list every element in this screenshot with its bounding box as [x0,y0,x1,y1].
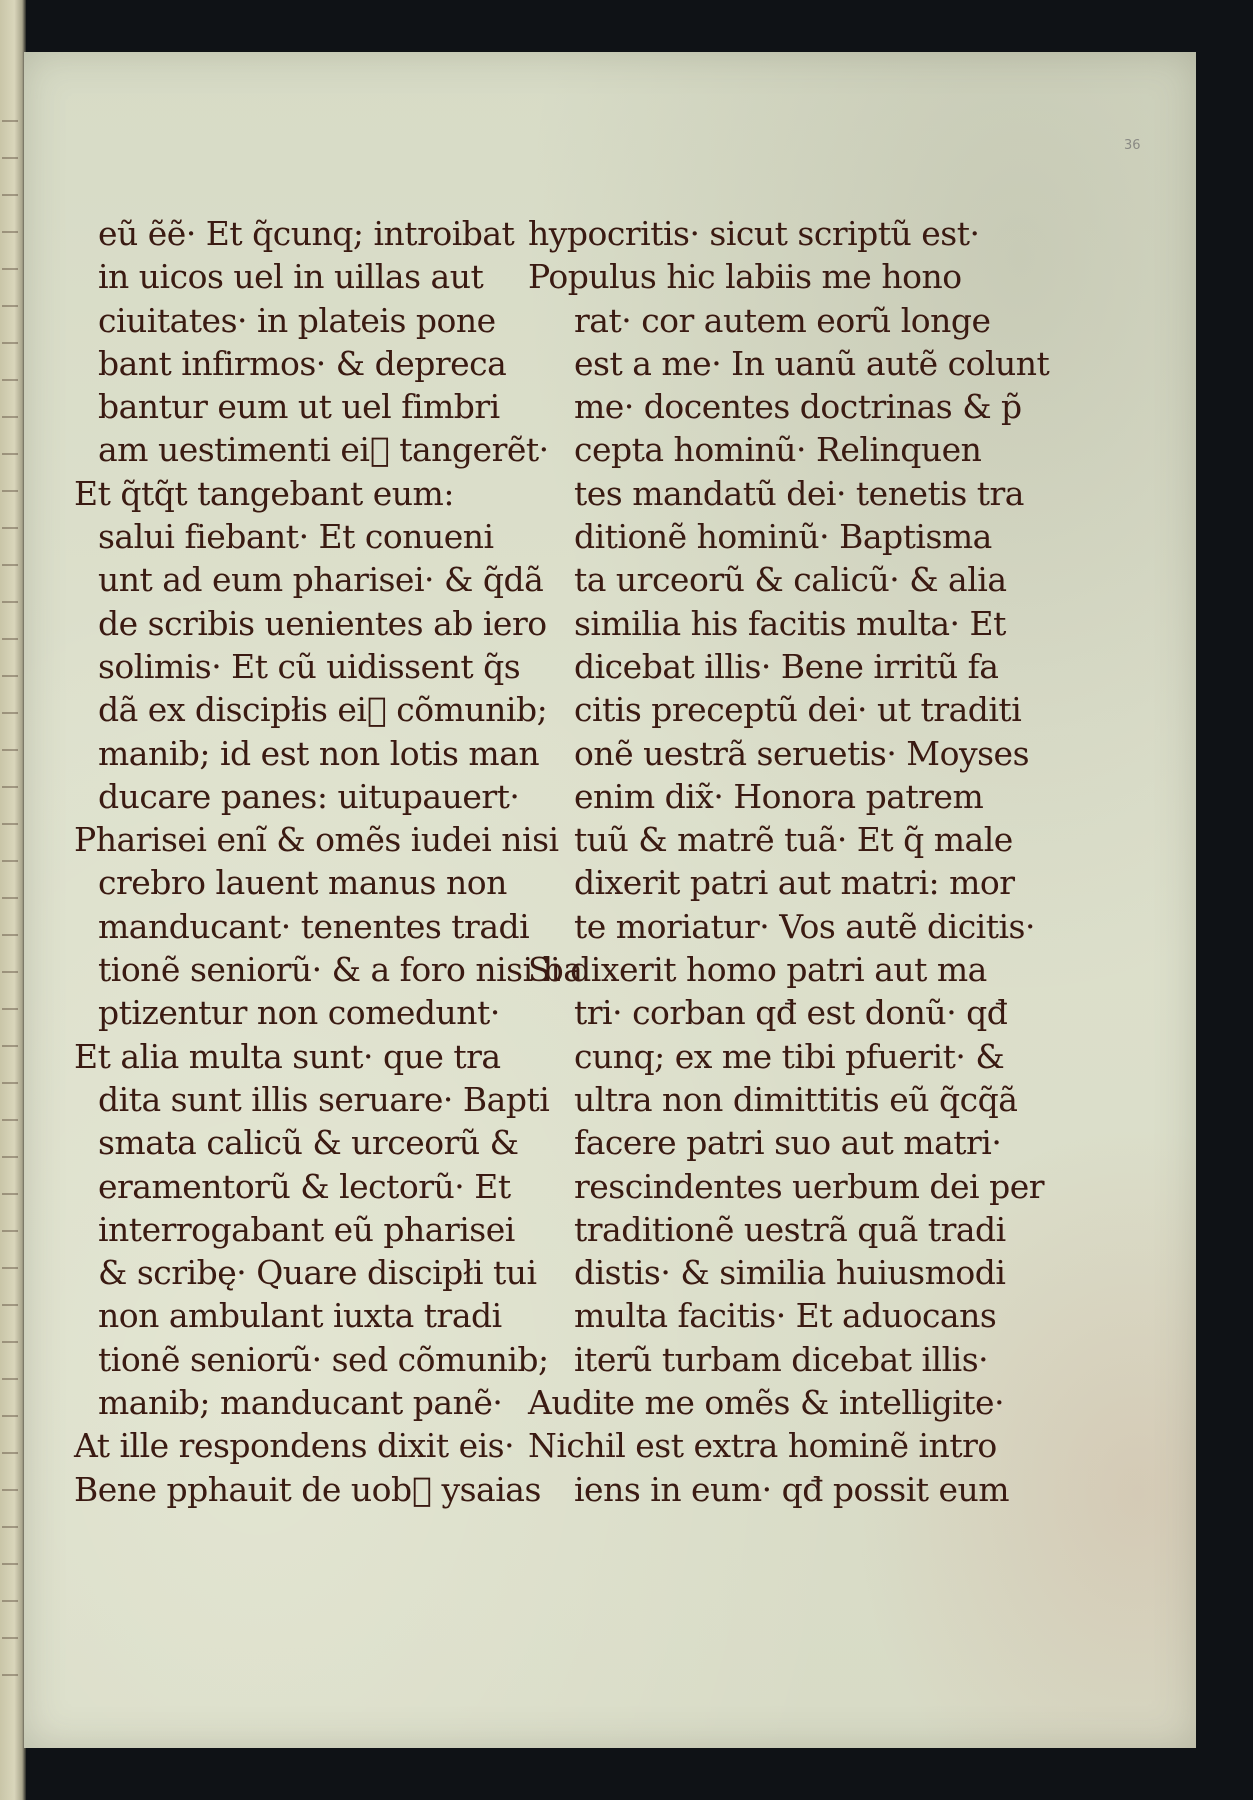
edge-text-mark [2,453,18,455]
right-column-line: enim dix̃· Honora patrem [574,776,984,816]
right-column-line: te moriatur· Vos autẽ dicitis· [574,906,1035,946]
left-column-line: in uicos uel in uillas aut [98,257,484,297]
right-column-line: ditionẽ hominũ· Baptisma [574,517,992,557]
left-column-line: Et alia multa sunt· que tra [74,1036,501,1076]
edge-text-mark [2,638,18,640]
left-column-line: At ille respondens dixit eis· [74,1426,515,1466]
left-column-line: manib; manducant panẽ· [98,1383,503,1423]
edge-text-mark [2,1045,18,1047]
right-column-line: tri· corban qđ est donũ· qđ [574,993,1008,1033]
edge-text-mark [2,601,18,603]
left-column-line: tionẽ seniorũ· sed cõmunib; [98,1339,549,1379]
edge-text-mark [2,897,18,899]
edge-text-mark [2,157,18,159]
edge-text-mark [2,490,18,492]
left-column-line: Bene pphauit de uob᷑ ysaias [74,1469,541,1509]
right-column-line: rescindentes uerbum dei per [574,1166,1044,1206]
edge-text-mark [2,1526,18,1528]
edge-text-mark [2,1452,18,1454]
edge-text-mark [2,194,18,196]
left-column-line: interrogabant eũ pharisei [98,1209,515,1249]
edge-text-mark [2,120,18,122]
left-text-column [74,212,583,1511]
edge-text-mark [2,231,18,233]
edge-text-mark [2,1193,18,1195]
edge-text-mark [2,1563,18,1565]
right-column-line: ta urceorũ & calicũ· & alia [574,560,1007,600]
edge-text-mark [2,564,18,566]
right-column-line: cepta hominũ· Relinquen [574,430,982,470]
right-column-line: est a me· In uanũ autẽ colunt [574,343,1050,383]
left-column-line: salui fiebant· Et conueni [98,517,494,557]
left-column-line: crebro lauent manus non [98,863,507,903]
right-column-line: dicebat illis· Bene irritũ fa [574,646,999,686]
edge-text-mark [2,379,18,381]
edge-text-mark [2,1378,18,1380]
edge-text-mark [2,1637,18,1639]
edge-text-mark [2,675,18,677]
right-text-column [528,212,1050,1511]
edge-text-mark [2,1341,18,1343]
right-column-line: traditionẽ uestrã quã tradi [574,1209,1006,1249]
left-column-line: tionẽ seniorũ· & a foro nisi ba [98,950,583,990]
right-column-line: citis preceptũ dei· ut traditi [574,690,1022,730]
right-column-line: similia his facitis multa· Et [574,603,1006,643]
edge-text-mark [2,1156,18,1158]
right-column-line: cunq; ex me tibi pfuerit· & [574,1036,1005,1076]
left-column-line: ducare panes: uitupauert· [98,776,520,816]
right-column-line: tes mandatũ dei· tenetis tra [574,473,1024,513]
right-column-line: me· docentes doctrinas & p̃ [574,387,1022,427]
left-column-line: Et q̃tq̃t tangebant eum: [74,473,454,513]
edge-text-mark [2,823,18,825]
right-column-line: distis· & similia huiusmodi [574,1253,1006,1293]
left-column-line: manducant· tenentes tradi [98,906,530,946]
right-column-line: multa facitis· Et aduocans [574,1296,997,1336]
left-column-line: bant infirmos· & depreca [98,343,507,383]
left-column-line: unt ad eum pharisei· & q̃dã [98,560,544,600]
edge-text-mark [2,934,18,936]
left-column-line: eramentorũ & lectorũ· Et [98,1166,511,1206]
previous-page-edge [0,0,26,1800]
edge-text-mark [2,786,18,788]
right-column-line: iens in eum· qđ possit eum [574,1469,1010,1509]
edge-text-mark [2,1008,18,1010]
edge-text-mark [2,1674,18,1676]
left-column-line: & scribę· Quare discipłi tui [98,1253,537,1293]
right-column-line: dixerit patri aut matri: mor [574,863,1015,903]
edge-text-mark [2,268,18,270]
left-column-line: solimis· Et cũ uidissent q̃s [98,646,521,686]
edge-text-mark [2,1119,18,1121]
edge-text-mark [2,971,18,973]
right-column-line: ultra non dimittitis eũ q̃cq̃ã [574,1079,1018,1119]
right-column-line: Populus hic labiis me hono [528,257,962,297]
edge-text-mark [2,749,18,751]
right-column-line: rat· cor autem eorũ longe [574,300,991,340]
right-column-line: Nichil est extra hominẽ intro [528,1426,997,1466]
left-column-line: ptizentur non comedunt· [98,993,500,1033]
left-column-line: dã ex discipłis ei᷑ cõmunib; [98,690,548,730]
edge-text-mark [2,527,18,529]
manuscript-leaf [24,52,1196,1748]
left-column-line: bantur eum ut uel fimbri [98,387,500,427]
edge-text-mark [2,1082,18,1084]
left-column-line: dita sunt illis seruare· Bapti [98,1079,550,1119]
left-column-line: manib; id est non lotis man [98,733,540,773]
edge-text-mark [2,1304,18,1306]
edge-text-mark [2,1230,18,1232]
edge-text-mark [2,712,18,714]
edge-text-mark [2,305,18,307]
edge-text-mark [2,1267,18,1269]
left-column-line: am uestimenti ei᷑ tangerẽt· [98,430,549,470]
right-column-line: iterũ turbam dicebat illis· [574,1339,989,1379]
left-column-line: smata calicũ & urceorũ & [98,1123,519,1163]
left-column-line: de scribis uenientes ab iero [98,603,547,643]
edge-text-mark [2,1415,18,1417]
left-column-line: eũ ẽẽ· Et q̃cunq; introibat [98,214,515,253]
edge-text-mark [2,860,18,862]
edge-text-mark [2,1489,18,1491]
edge-text-mark [2,1600,18,1602]
edge-text-mark [2,416,18,418]
right-column-line: facere patri suo aut matri· [574,1123,1002,1163]
edge-text-mark [2,342,18,344]
folio-number: 36 [1124,138,1141,153]
right-column-line: Si dixerit homo patri aut ma [528,950,987,990]
left-column-line: Pharisei enĩ & omẽs iudei nisi [74,820,559,860]
right-column-line: tuũ & matrẽ tuã· Et q̃ male [574,820,1013,860]
left-column-line: non ambulant iuxta tradi [98,1296,502,1336]
right-column-line: Audite me omẽs & intelligite· [528,1383,1005,1423]
right-column-line: onẽ uestrã seruetis· Moyses [574,733,1030,773]
left-column-line: ciuitates· in plateis pone [98,300,496,340]
right-column-line: hypocritis· sicut scriptũ est· [528,214,980,253]
